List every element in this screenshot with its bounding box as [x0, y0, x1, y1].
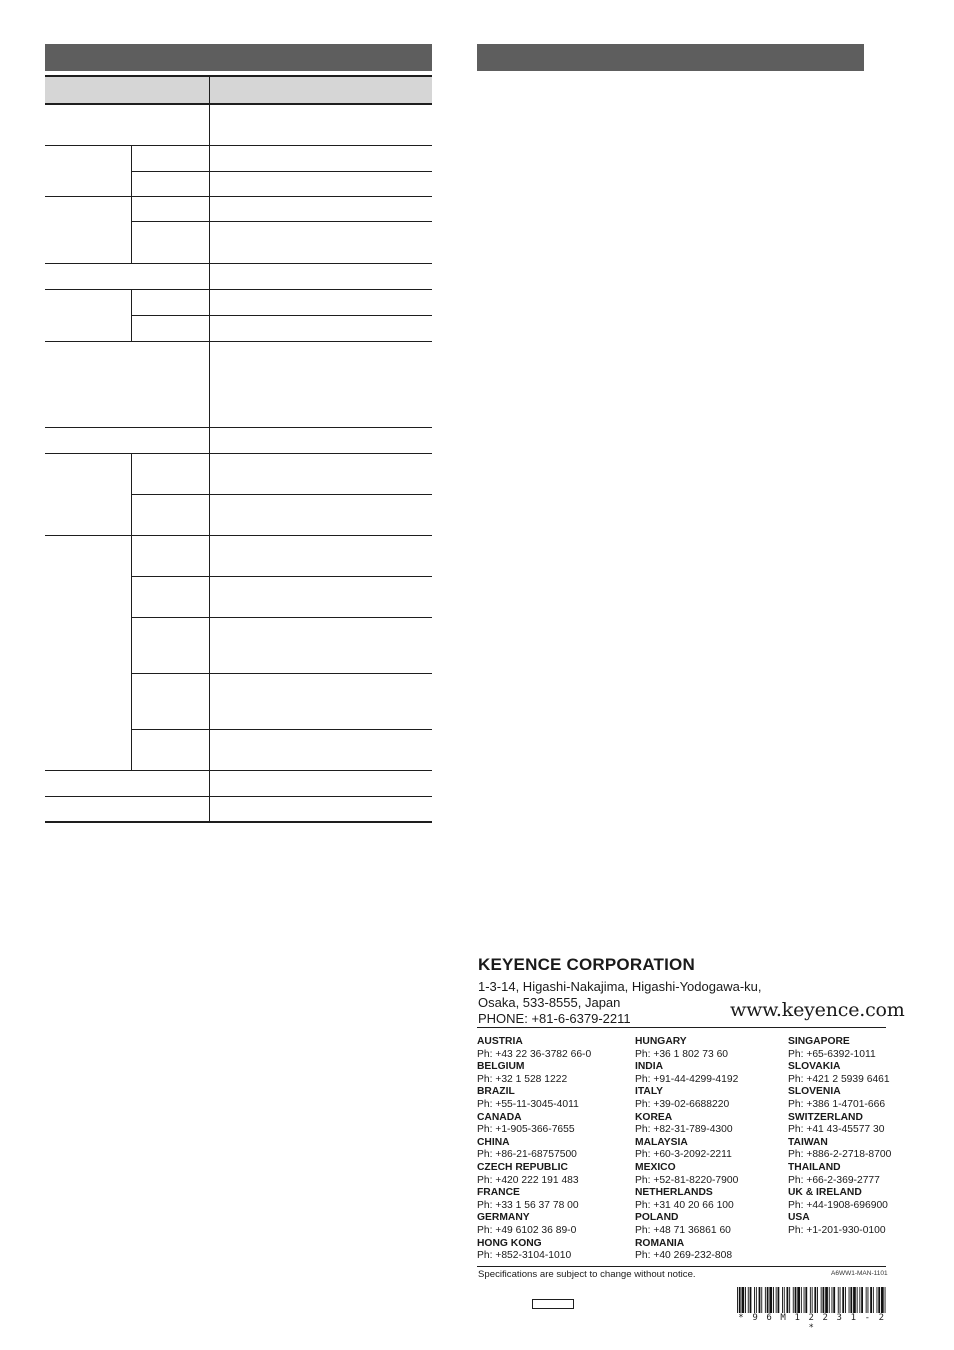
- table-rule: [45, 289, 432, 290]
- office-entry: BELGIUM Ph: +32 1 528 1222: [477, 1061, 568, 1085]
- office-entry: SINGAPORE Ph: +65-6392-1011: [788, 1036, 876, 1060]
- office-column-3: [788, 1036, 891, 1238]
- office-entry: USA Ph: +1-201-930-0100: [788, 1212, 886, 1236]
- office-entry: INDIA Ph: +91-44-4299-4192: [635, 1061, 739, 1085]
- table-rule: [45, 341, 432, 342]
- table-subcolumn-divider: [131, 196, 132, 263]
- office-entry: HUNGARY Ph: +36 1 802 73 60: [635, 1036, 729, 1060]
- table-rule-bottom: [45, 821, 432, 823]
- office-entry: NETHERLANDS Ph: +31 40 20 66 100: [635, 1187, 734, 1211]
- office-entry: GERMANY Ph: +49 6102 36 89-0: [477, 1212, 577, 1236]
- table-rule: [131, 315, 432, 316]
- company-divider: [477, 1027, 886, 1028]
- table-rule: [45, 535, 432, 536]
- table-rule: [131, 673, 432, 674]
- table-subcolumn-divider: [131, 453, 132, 535]
- office-entry: CZECH REPUBLIC Ph: +420 222 191 483: [477, 1161, 579, 1186]
- office-entry: FRANCE Ph: +33 1 56 37 78 00: [477, 1187, 579, 1211]
- office-entry: ROMANIA Ph: +40 269-232-808: [635, 1237, 733, 1262]
- notice-divider: [477, 1266, 886, 1267]
- office-entry: HONG KONG Ph: +852-3104-1010: [477, 1237, 572, 1262]
- table-rule: [45, 196, 432, 197]
- office-entry: KOREA Ph: +82-31-789-4300: [635, 1111, 733, 1136]
- office-entry: MALAYSIA Ph: +60-3-2092-2211: [635, 1136, 732, 1161]
- document-number: A6WW1-MAN-1101: [831, 1270, 888, 1277]
- office-entry: MEXICO Ph: +52-81-8220-7900: [635, 1161, 739, 1186]
- barcode: [737, 1287, 887, 1313]
- office-entry: SWITZERLAND Ph: +41 43-45577 30: [788, 1111, 885, 1136]
- spec-section-header-bar: [45, 44, 432, 71]
- specification-notice: Specifications are subject to change without notice.: [478, 1269, 696, 1280]
- company-website: www.keyence.com: [730, 999, 905, 1021]
- office-entry: CANADA Ph: +1-905-366-7655: [477, 1111, 575, 1136]
- office-entry: UK & IRELAND Ph: +44-1908-696900: [788, 1187, 888, 1211]
- table-rule: [45, 145, 432, 146]
- office-entry: AUSTRIA Ph: +43 22 36-3782 66-0: [477, 1036, 592, 1060]
- table-rule: [131, 221, 432, 222]
- office-entry: CHINA Ph: +86-21-68757500: [477, 1136, 577, 1161]
- table-rule: [131, 171, 432, 172]
- table-rule: [131, 617, 432, 618]
- table-rule: [45, 453, 432, 454]
- office-entry: BRAZIL Ph: +55-11-3045-4011: [477, 1086, 579, 1110]
- office-entry: SLOVENIA Ph: +386 1-4701-666: [788, 1086, 886, 1110]
- table-rule: [45, 770, 432, 771]
- table-rule: [45, 263, 432, 264]
- spec-table-header-row: [45, 76, 432, 103]
- right-section-header-bar: [477, 44, 864, 71]
- company-phone: PHONE: +81-6-6379-2211: [478, 1011, 631, 1026]
- company-address-line-1: 1-3-14, Higashi-Nakajima, Higashi-Yodogawa-ku,: [478, 979, 762, 994]
- table-column-divider: [209, 76, 210, 822]
- company-name: KEYENCE CORPORATION: [478, 955, 695, 974]
- company-address-line-2: Osaka, 533-8555, Japan: [478, 995, 621, 1010]
- table-subcolumn-divider: [131, 535, 132, 770]
- office-entry: SLOVAKIA Ph: +421 2 5939 6461: [788, 1061, 890, 1085]
- table-rule: [45, 796, 432, 797]
- office-entry: POLAND Ph: +48 71 36861 60: [635, 1212, 731, 1236]
- table-rule-top: [45, 75, 432, 77]
- table-rule-header: [45, 103, 432, 105]
- office-entry: THAILAND Ph: +66-2-369-2777: [788, 1161, 880, 1186]
- table-rule: [131, 729, 432, 730]
- office-entry: ITALY Ph: +39-02-6688220: [635, 1086, 730, 1110]
- table-subcolumn-divider: [131, 145, 132, 196]
- office-column-1: [477, 1036, 591, 1263]
- table-rule: [131, 576, 432, 577]
- office-column-2: [635, 1036, 738, 1263]
- table-rule: [45, 427, 432, 428]
- table-subcolumn-divider: [131, 289, 132, 341]
- table-rule: [131, 494, 432, 495]
- office-entry: TAIWAN Ph: +886-2-2718-8700: [788, 1136, 892, 1161]
- barcode-text: * 9 6 M 1 2 2 3 1 - 2 *: [738, 1313, 886, 1333]
- blank-label-box: [532, 1299, 574, 1309]
